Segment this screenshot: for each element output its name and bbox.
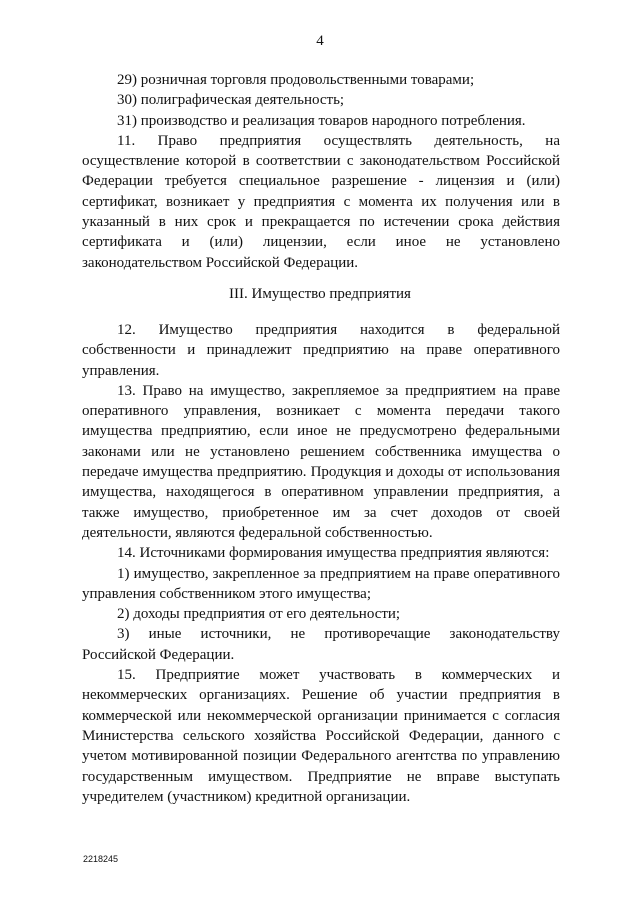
text-block-upper [82, 70, 560, 273]
list-item-31: 31) производство и реализация товаров народного потребления. [117, 112, 526, 129]
paragraph-12: 12. Имущество предприятия находится в федеральной собственности и принадлежит предприятию на праве оперативного управления. [82, 322, 560, 379]
text-block-lower [82, 320, 560, 807]
source-item-1: 1) имущество, закрепленное за предприятием на праве оперативного управления собственником этого имущества; [82, 565, 560, 602]
page-number: 4 [316, 33, 324, 49]
section-heading: III. Имущество предприятия [229, 286, 411, 302]
document-code: 2218245 [83, 854, 119, 864]
source-item-3: 3) иные источники, не противоречащие законодательству Российской Федерации. [82, 626, 560, 663]
paragraph-11: 11. Право предприятия осуществлять деятельность, на осуществление которой в соответствии с законодательством Российской Федерации требуется специальное разрешение - лицензия и (или) сертификат, возникает у предприятия с момента их получения или в указанный в них срок и прекращается по истечении срока действия сертификата и (или) лицензии, если иное не установлено законодательством Российской Федерации. [82, 132, 560, 271]
list-item-30: 30) полиграфическая деятельность; [117, 92, 345, 109]
paragraph-15: 15. Предприятие может участвовать в коммерческих и некоммерческих организациях. Решение об участии предприятия в коммерческой или некоммерческой организации принимается с согласия Министерства сельского хозяйства Российской Федерации, данного с учетом мотивированной позиции Федерального агентства по управлению государственным имуществом. Предприятие не вправе выступать учредителем (участником) кредитной организации. [82, 667, 560, 805]
paragraph-13: 13. Право на имущество, закрепляемое за предприятием на праве оперативного управления, возникает с момента передачи такого имущества предприятию, если иное не предусмотрено федеральными законами или не установлено решением собственника имущества о передаче имущества предприятию. Продукция и доходы от использования имущества, находящегося в оперативном управлении предприятия, а также имущество, приобретенное им за счет доходов от своей деятельности, являются федеральной собственностью. [82, 382, 560, 541]
paragraph-14: 14. Источниками формирования имущества предприятия являются: [117, 545, 550, 562]
source-item-2: 2) доходы предприятия от его деятельности; [117, 606, 401, 623]
list-item-29: 29) розничная торговля продовольственными товарами; [117, 72, 475, 88]
